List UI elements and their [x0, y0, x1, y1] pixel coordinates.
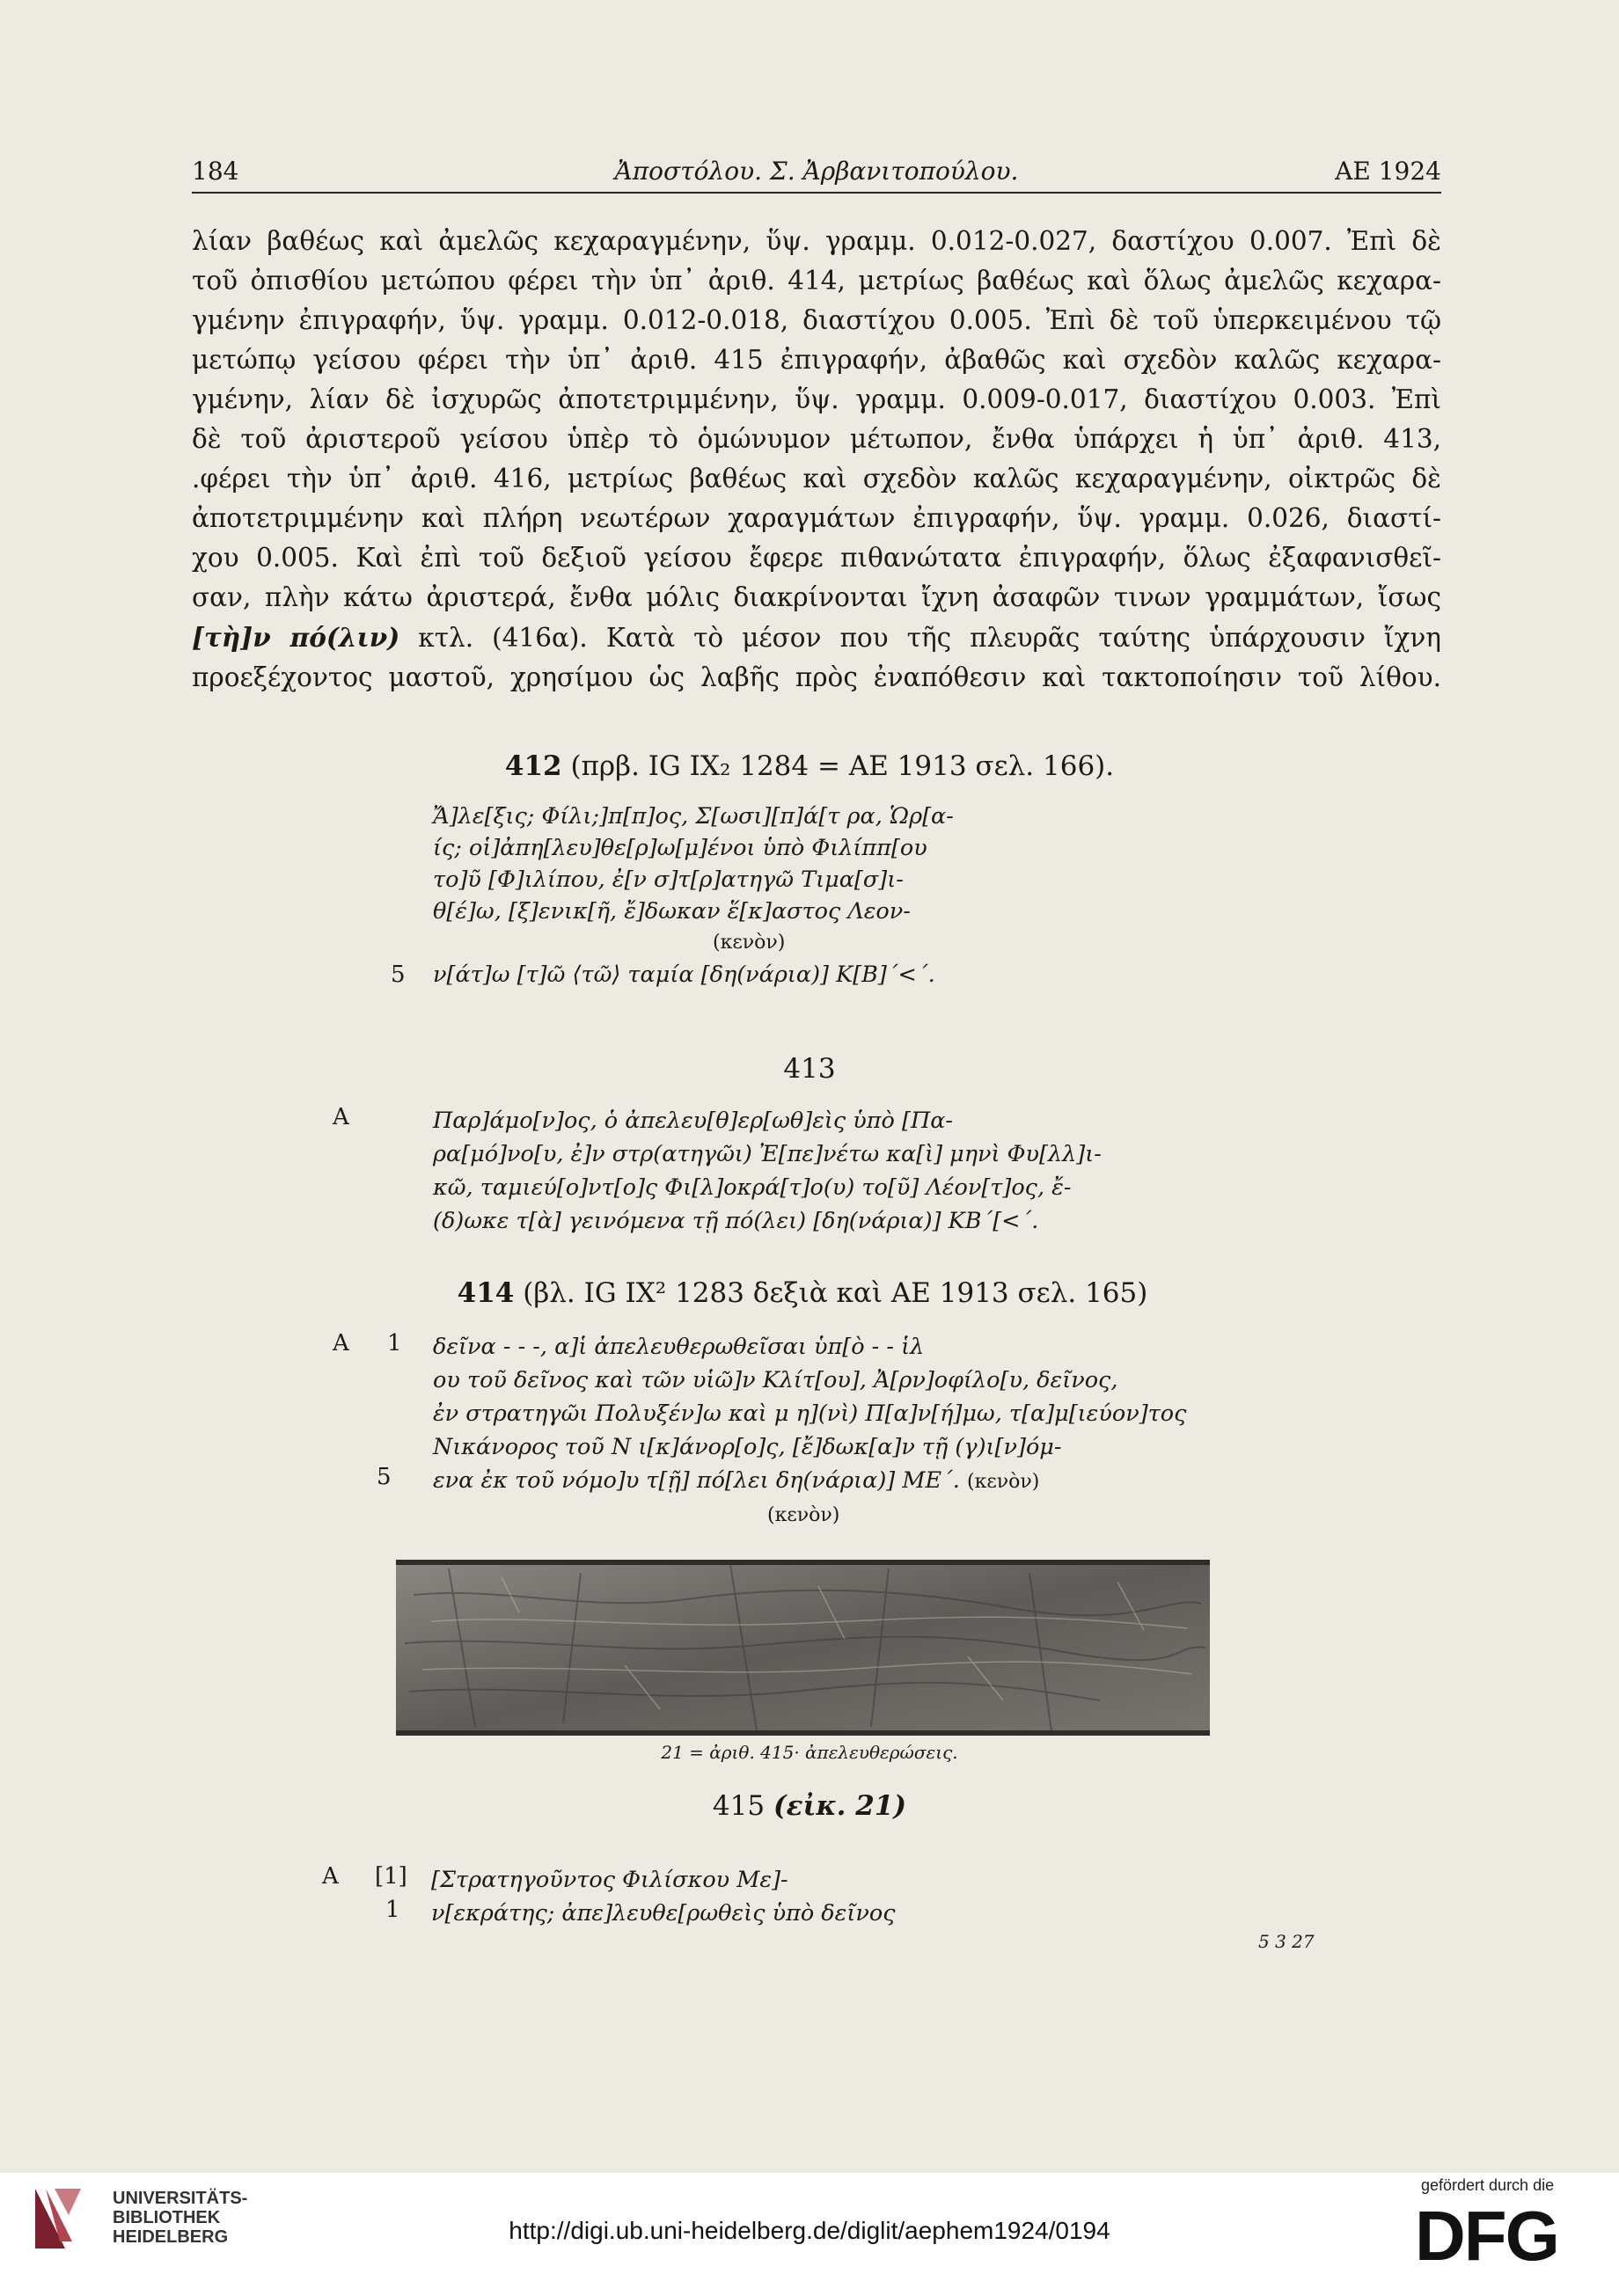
- page-number: 184: [192, 157, 239, 186]
- running-title: Ἀποστόλου. Σ. Ἀρβανιτοπούλου.: [614, 157, 1019, 186]
- body-line: λίαν βαθέως καὶ ἀμελῶς κεχαραγμένην, ὕψ. γραμμ. 0.012-0.027, δαστίχου 0.007. Ἐπὶ δὲ: [192, 226, 1441, 256]
- inscription-line: δεῖνα - - -, α]ἱ ἀπελευθερωθεῖσαι ὑπ[ὸ - - ἱλ: [433, 1334, 925, 1360]
- line-number: 1: [385, 1897, 400, 1923]
- body-line-with-bold: [192, 618, 1441, 658]
- line-number: 1: [387, 1330, 402, 1356]
- body-line: σαν, πλὴν κάτω ἀριστερά, ἔνθα μόλις διακρίνονται ἴχνη ἀσαφῶν τινων γραμμάτων, ἴσως: [192, 582, 1441, 612]
- figure-caption: 21 = ἀριθ. 415· ἀπελευθερώσεις.: [661, 1742, 958, 1763]
- heading-413: [0, 1053, 1619, 1085]
- inscription-line: ου τοῦ δεῖνος καὶ τῶν υἱῶ]ν Κλίτ[ου], Ἀ[ρν]οφίλο[υ, δεῖνος,: [433, 1367, 1118, 1393]
- inscription-line: Ἄ]λε[ξις; Φίλι;]π[π]ος, Σ[ωσι][π]ά[τ ρα, Ὡρ[α-: [433, 803, 954, 830]
- inscription-line: ἐν στρατηγῶι Πολυξέν]ω καὶ μ η](νὶ) Π[α]ν[ή]μω, τ[α]μ[ιεύον]τος: [433, 1400, 1187, 1427]
- inscription-line-5: [433, 1464, 1186, 1499]
- inscription-photo: [396, 1560, 1210, 1736]
- body-line: δὲ τοῦ ἀριστεροῦ γείσου ὑπὲρ τὸ ὁμώνυμον μέτωπον, ἔνθα ὑπάρχει ἡ ὑπ᾽ ἀριθ. 413,: [192, 424, 1441, 454]
- dfg-logo: DFG: [1415, 2197, 1558, 2275]
- permalink-url[interactable]: http://digi.ub.uni-heidelberg.de/diglit/aephem1924/0194: [509, 2217, 1110, 2244]
- inscription-line: ρα[μό]νο[υ, ἐ]ν στρ(ατηγῶι) Ἐ[πε]νέτω κα[ὶ] μηνὶ Φυ[λλ]ι-: [433, 1141, 1102, 1167]
- inscription-414-text: [433, 1330, 1186, 1532]
- heading-415: [0, 1790, 1619, 1822]
- body-line: ἀποτετριμμένην καὶ πλήρη νεωτέρων χαραγμάτων ἐπιγραφήν, ὕψ. γραμμ. 0.026, διαστί-: [192, 503, 1441, 533]
- digitization-footer: [0, 2173, 1619, 2296]
- body-line: προεξέχοντος μαστοῦ, χρησίμου ὡς λαβῆς πρὸς ἐναπόθεσιν καὶ τακτοποίησιν τοῦ λίθου.: [192, 662, 1441, 692]
- inscription-line: Παρ]άμο[ν]ος, ὁ ἀπελευ[θ]ερ[ωθ]εὶς ὑπὸ [Πα-: [433, 1108, 954, 1134]
- body-paragraph: [192, 222, 1441, 698]
- body-line: μετώπῳ γείσου φέρει τὴν ὑπ᾽ ἀριθ. 415 ἐπιγραφήν, ἀβαθῶς καὶ σχεδὸν καλῶς κεχαρα-: [192, 345, 1441, 375]
- kenon-note: (κενὸν): [713, 932, 786, 954]
- inscription-line: κῶ, ταμιεύ[ο]ντ[ο]ς Φι[λ]οκρά[τ]ο(υ) το[ῦ] Λέον[τ]ος, ἔ-: [433, 1174, 1072, 1201]
- inscription-line: ενα ἐκ τοῦ νόμο]υ τ[ῇ] πό[λει δη(νάρια)] ΜΕ΄.: [433, 1467, 960, 1494]
- side-label: Α: [333, 1330, 349, 1356]
- heading-414: [0, 1277, 1612, 1309]
- body-line-rest: κτλ. (416α). Κατὰ τὸ μέσον που τῆς πλευρᾶς ταύτης ὑπάρχουσιν ἴχνη: [418, 623, 1441, 653]
- library-name: UNIVERSITÄTS- BIBLIOTHEK HEIDELBERG: [113, 2189, 248, 2247]
- pencil-date-mark: 5 3 27: [1258, 1931, 1315, 1952]
- inscription-line: ίς; οἱ]ἀπη[λευ]θε[ρ]ω[μ]ένοι ὑπὸ Φιλίππ[ου: [433, 835, 927, 861]
- inscription-line: το]ῦ [Φ]ιλίπου, ἐ[ν σ]τ[ρ]ατηγῶ Τιμα[σ]ι-: [433, 866, 904, 893]
- inscription-number: 413: [783, 1053, 836, 1085]
- line-number: 5: [377, 1464, 392, 1490]
- side-label: Α: [322, 1863, 339, 1890]
- body-line: γμένην ἐπιγραφήν, ὕψ. γραμμ. 0.012-0.018, διαστίχου 0.005. Ἐπὶ δὲ τοῦ ὑπερκειμένου τῷ: [192, 305, 1441, 335]
- stone-surface-image: [396, 1560, 1210, 1736]
- line-number: 5: [391, 962, 406, 988]
- inscription-line: Νικάνορος τοῦ Ν ι[κ]άνορ[ο]ς, [ἔ]δωκ[α]ν τῇ (γ)ι[ν]όμ-: [433, 1434, 1062, 1460]
- inscription-line: [Στρατηγοῦντος Φιλίσκου Με]-: [431, 1867, 788, 1893]
- sponsor-label: gefördert durch die: [1421, 2176, 1555, 2194]
- body-line: τοῦ ὀπισθίου μετώπου φέρει τὴν ὑπ᾽ ἀριθ. 414, μετρίως βαθέως καὶ ὅλως ἀμελῶς κεχαρα-: [192, 266, 1441, 296]
- body-line: χου 0.005. Καὶ ἐπὶ τοῦ δεξιοῦ γείσου ἔφερε πιθανώτατα ἐπιγραφήν, ὅλως ἐξαφανισθεῖ-: [192, 543, 1441, 573]
- inscription-number: 414: [457, 1277, 515, 1309]
- line-number: [1]: [375, 1863, 407, 1890]
- kenon-note: (κενὸν): [967, 1471, 1040, 1493]
- inscription-415-text: [431, 1863, 895, 1930]
- journal-label: ΑΕ 1924: [1335, 157, 1441, 186]
- kenon-note: (κενὸν): [767, 1504, 840, 1526]
- figure-reference: (εἰκ. 21): [773, 1790, 907, 1822]
- body-line: γμένην, λίαν δὲ ἰσχυρῶς ἀποτετριμμένην, ὕψ. γραμμ. 0.009-0.017, διαστίχου 0.003. Ἐπὶ: [192, 384, 1441, 414]
- heading-412: [0, 750, 1619, 782]
- inscription-reference: (βλ. IG IX² 1283 δεξιὰ καὶ ΑΕ 1913 σελ. 165): [523, 1277, 1148, 1309]
- header-rule: [192, 192, 1441, 194]
- inscription-line: ν[εκράτης; ἀπε]λευθε[ρωθεὶς ὑπὸ δεῖνος: [431, 1900, 896, 1927]
- inscription-line: ν[άτ]ω [τ]ῶ ⟨τῶ⟩ ταμία [δη(νάρια)] Κ[Β]΄<΄.: [433, 962, 935, 988]
- inscription-reference: (πρβ. IG IX₂ 1284 = ΑΕ 1913 σελ. 166).: [570, 750, 1115, 782]
- inscription-number: 412: [504, 750, 562, 782]
- side-label: Α: [333, 1104, 349, 1130]
- inscription-412-text: [391, 801, 954, 991]
- inscription-line-5: [391, 959, 954, 991]
- bold-phrase: [τὴ]ν πό(λιν): [192, 622, 400, 653]
- inscription-number: 415: [712, 1790, 766, 1822]
- inscription-413-text: [433, 1104, 1102, 1238]
- inscription-line: (δ)ωκε τ[ὰ] γεινόμενα τῇ πό(λει) [δη(νάρια)] ΚΒ΄[<΄.: [433, 1208, 1039, 1234]
- inscription-line: θ[έ]ω, [ξ]ενικ[ῆ, ἔ]δωκαν ἕ[κ]αστος Λεον-: [433, 898, 911, 925]
- running-header: [192, 157, 1441, 192]
- body-line: .φέρει τὴν ὑπ᾽ ἀριθ. 416, μετρίως βαθέως καὶ σχεδὸν καλῶς κεχαραγμένην, οἰκτρῶς δὲ: [192, 464, 1441, 494]
